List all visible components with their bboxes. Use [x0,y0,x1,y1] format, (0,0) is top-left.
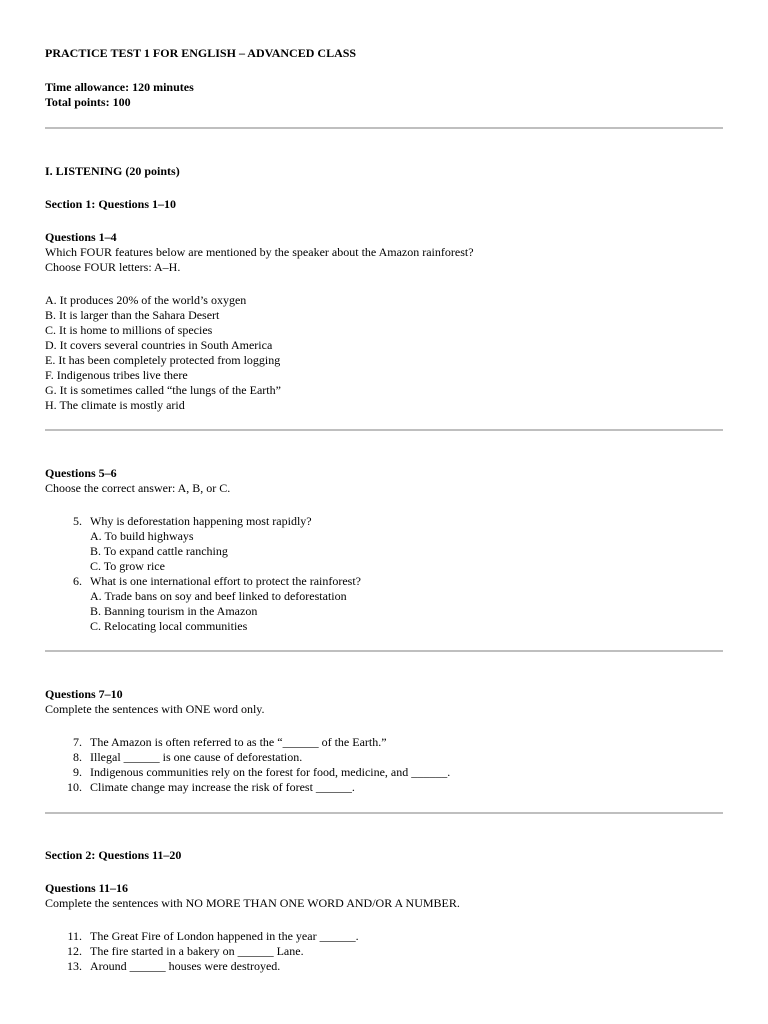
answer-option: B. Banning tourism in the Amazon [90,604,258,618]
list-item: F. Indigenous tribes live there [45,368,188,382]
questions-1-4-options [45,293,281,413]
question-item [45,574,361,589]
list-item: D. It covers several countries in South America [45,338,273,352]
question-item [45,944,359,959]
question-number: 11. [67,929,82,943]
questions-7-10-heading: Questions 7–10 [45,687,123,701]
questions-11-16-list [45,929,359,974]
questions-5-6-heading: Questions 5–6 [45,466,117,480]
question-text: What is one international effort to protect the rainforest? [90,574,362,588]
question-number: 7. [73,735,82,749]
question-text: The Great Fire of London happened in the year ______. [90,929,359,943]
listening-heading: I. LISTENING (20 points) [45,164,180,178]
question-item [45,780,450,795]
questions-7-10-instruction: Complete the sentences with ONE word only. [45,702,265,716]
section-1-heading: Section 1: Questions 1–10 [45,197,177,211]
question-number: 13. [67,959,82,973]
question-text: Around ______ houses were destroyed. [90,959,281,973]
answer-option: C. Relocating local communities [90,619,248,633]
divider [45,429,723,431]
divider [45,650,723,652]
question-number: 6. [73,574,82,588]
question-text: Why is deforestation happening most rapidly? [90,514,312,528]
document-title: PRACTICE TEST 1 FOR ENGLISH – ADVANCED CLASS [45,46,357,60]
question-item [45,765,450,780]
questions-11-16-instruction: Complete the sentences with NO MORE THAN ONE WORD AND/OR A NUMBER. [45,896,460,910]
question-number: 12. [67,944,82,958]
answer-option: A. To build highways [90,529,194,543]
divider [45,812,723,814]
questions-5-6-list [45,514,361,634]
question-text: Indigenous communities rely on the forest for food, medicine, and ______. [90,765,451,779]
list-item: A. It produces 20% of the world’s oxygen [45,293,247,307]
questions-5-6-instruction: Choose the correct answer: A, B, or C. [45,481,231,495]
questions-1-4-heading: Questions 1–4 [45,230,117,244]
question-item [45,959,359,974]
questions-7-10-list [45,735,450,795]
list-item: H. The climate is mostly arid [45,398,185,412]
answer-option: C. To grow rice [90,559,165,573]
total-points: Total points: 100 [45,95,131,109]
question-text: Illegal ______ is one cause of deforestation. [90,750,303,764]
question-item [45,735,450,750]
list-item: E. It has been completely protected from logging [45,353,281,367]
answer-option: A. Trade bans on soy and beef linked to deforestation [90,589,347,603]
list-item: C. It is home to millions of species [45,323,213,337]
question-number: 9. [73,765,82,779]
question-item [45,929,359,944]
divider [45,127,723,129]
question-text: The Amazon is often referred to as the “______ of the Earth.” [90,735,387,749]
question-text: Climate change may increase the risk of forest ______. [90,780,355,794]
question-number: 8. [73,750,82,764]
question-item [45,750,450,765]
questions-1-4-instruction-letters: Choose FOUR letters: A–H. [45,260,181,274]
questions-11-16-heading: Questions 11–16 [45,881,129,895]
question-number: 5. [73,514,82,528]
section-2-heading: Section 2: Questions 11–20 [45,848,182,862]
question-text: The fire started in a bakery on ______ Lane. [90,944,304,958]
list-item: G. It is sometimes called “the lungs of the Earth” [45,383,281,397]
question-number: 10. [67,780,82,794]
time-allowance: Time allowance: 120 minutes [45,80,194,94]
question-item [45,514,361,529]
answer-option: B. To expand cattle ranching [90,544,228,558]
questions-1-4-instruction: Which FOUR features below are mentioned by the speaker about the Amazon rainforest? [45,245,474,259]
list-item: B. It is larger than the Sahara Desert [45,308,220,322]
